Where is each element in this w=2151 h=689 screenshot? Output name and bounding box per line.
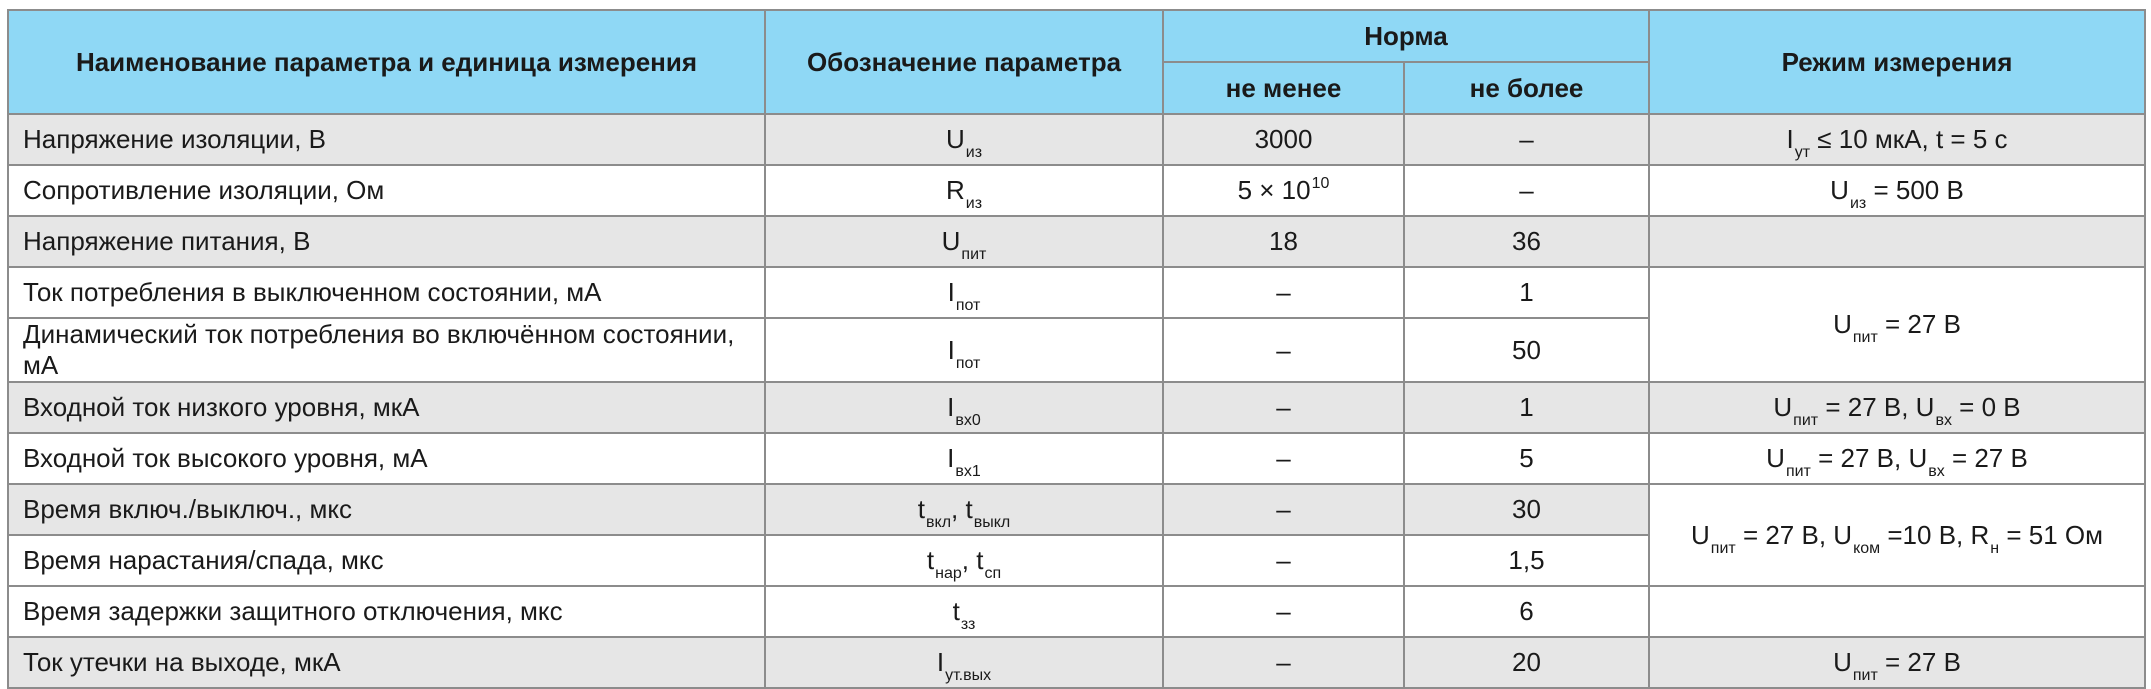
column-header-symbol: Обозначение параметра bbox=[765, 10, 1163, 114]
measurement-mode: $U_{пит} = 27$ В bbox=[1649, 267, 2145, 382]
param-symbol: $t_{зз}$ bbox=[765, 586, 1163, 637]
param-min: – bbox=[1163, 382, 1404, 433]
param-min: – bbox=[1163, 586, 1404, 637]
column-header-max: не более bbox=[1404, 62, 1649, 114]
param-min: 18 bbox=[1163, 216, 1404, 267]
param-name: Время включ./выключ., мкс bbox=[8, 484, 765, 535]
table-row bbox=[8, 484, 2145, 535]
param-symbol: $I_{вх0}$ bbox=[765, 382, 1163, 433]
param-min: – bbox=[1163, 433, 1404, 484]
param-symbol: $t_{нар}$, $t_{сп}$ bbox=[765, 535, 1163, 586]
table-row bbox=[8, 586, 2145, 637]
param-max: 50 bbox=[1404, 318, 1649, 382]
measurement-mode-empty bbox=[1649, 586, 2145, 637]
param-name: Ток утечки на выходе, мкА bbox=[8, 637, 765, 688]
param-symbol: $U_{пит}$ bbox=[765, 216, 1163, 267]
param-max: 6 bbox=[1404, 586, 1649, 637]
param-symbol: $I_{пот}$ bbox=[765, 318, 1163, 382]
param-min: 3000 bbox=[1163, 114, 1404, 165]
param-min: – bbox=[1163, 267, 1404, 318]
param-max: 1 bbox=[1404, 267, 1649, 318]
table-row bbox=[8, 267, 2145, 318]
param-symbol: $I_{ут.вых}$ bbox=[765, 637, 1163, 688]
table-row bbox=[8, 637, 2145, 688]
param-name: Напряжение питания, В bbox=[8, 216, 765, 267]
param-name: Сопротивление изоляции, Ом bbox=[8, 165, 765, 216]
param-name: Входной ток низкого уровня, мкА bbox=[8, 382, 765, 433]
param-name: Ток потребления в выключенном состоянии, мА bbox=[8, 267, 765, 318]
param-max: 20 bbox=[1404, 637, 1649, 688]
param-symbol: $I_{вх1}$ bbox=[765, 433, 1163, 484]
param-min: – bbox=[1163, 637, 1404, 688]
param-min: – bbox=[1163, 535, 1404, 586]
header-row bbox=[8, 10, 2145, 62]
column-header-norm: Норма bbox=[1163, 10, 1649, 62]
param-symbol: $U_{из}$ bbox=[765, 114, 1163, 165]
param-symbol: $I_{пот}$ bbox=[765, 267, 1163, 318]
param-name: Входной ток высокого уровня, мА bbox=[8, 433, 765, 484]
param-min: – bbox=[1163, 318, 1404, 382]
table-row bbox=[8, 165, 2145, 216]
spec-table-wrapper bbox=[7, 9, 2146, 689]
column-header-min: не менее bbox=[1163, 62, 1404, 114]
param-max: 1 bbox=[1404, 382, 1649, 433]
measurement-mode: $U_{пит} = 27$ В, $U_{вх} = 27$ В bbox=[1649, 433, 2145, 484]
param-name: Время нарастания/спада, мкс bbox=[8, 535, 765, 586]
column-header-name: Наименование параметра и единица измерения bbox=[8, 10, 765, 114]
param-max: – bbox=[1404, 114, 1649, 165]
table-row bbox=[8, 216, 2145, 267]
param-max: 1,5 bbox=[1404, 535, 1649, 586]
param-name: Время задержки защитного отключения, мкс bbox=[8, 586, 765, 637]
parameters-table bbox=[7, 9, 2146, 689]
param-max: 36 bbox=[1404, 216, 1649, 267]
param-min: – bbox=[1163, 484, 1404, 535]
param-max: 30 bbox=[1404, 484, 1649, 535]
param-max: – bbox=[1404, 165, 1649, 216]
table-row bbox=[8, 382, 2145, 433]
measurement-mode: $U_{пит} = 27$ В, $U_{вх} = 0$ В bbox=[1649, 382, 2145, 433]
table-row bbox=[8, 433, 2145, 484]
param-symbol: $t_{вкл}$, $t_{выкл}$ bbox=[765, 484, 1163, 535]
measurement-mode: $U_{пит} = 27$ В bbox=[1649, 637, 2145, 688]
column-header-mode: Режим измерения bbox=[1649, 10, 2145, 114]
measurement-mode: $I_{ут} \le 10$ мкА, t = 5 с bbox=[1649, 114, 2145, 165]
measurement-mode: $U_{пит} = 27$ В, $U_{ком} =10$ В, $R_н = 51$ Ом bbox=[1649, 484, 2145, 586]
param-min: $5 \times 10^{10}$ bbox=[1163, 165, 1404, 216]
table-row bbox=[8, 114, 2145, 165]
param-symbol: $R_{из}$ bbox=[765, 165, 1163, 216]
param-max: 5 bbox=[1404, 433, 1649, 484]
param-name: Напряжение изоляции, В bbox=[8, 114, 765, 165]
param-name: Динамический ток потребления во включённом состоянии, мА bbox=[8, 318, 765, 382]
measurement-mode-empty bbox=[1649, 216, 2145, 267]
measurement-mode: $U_{из} = 500$ В bbox=[1649, 165, 2145, 216]
